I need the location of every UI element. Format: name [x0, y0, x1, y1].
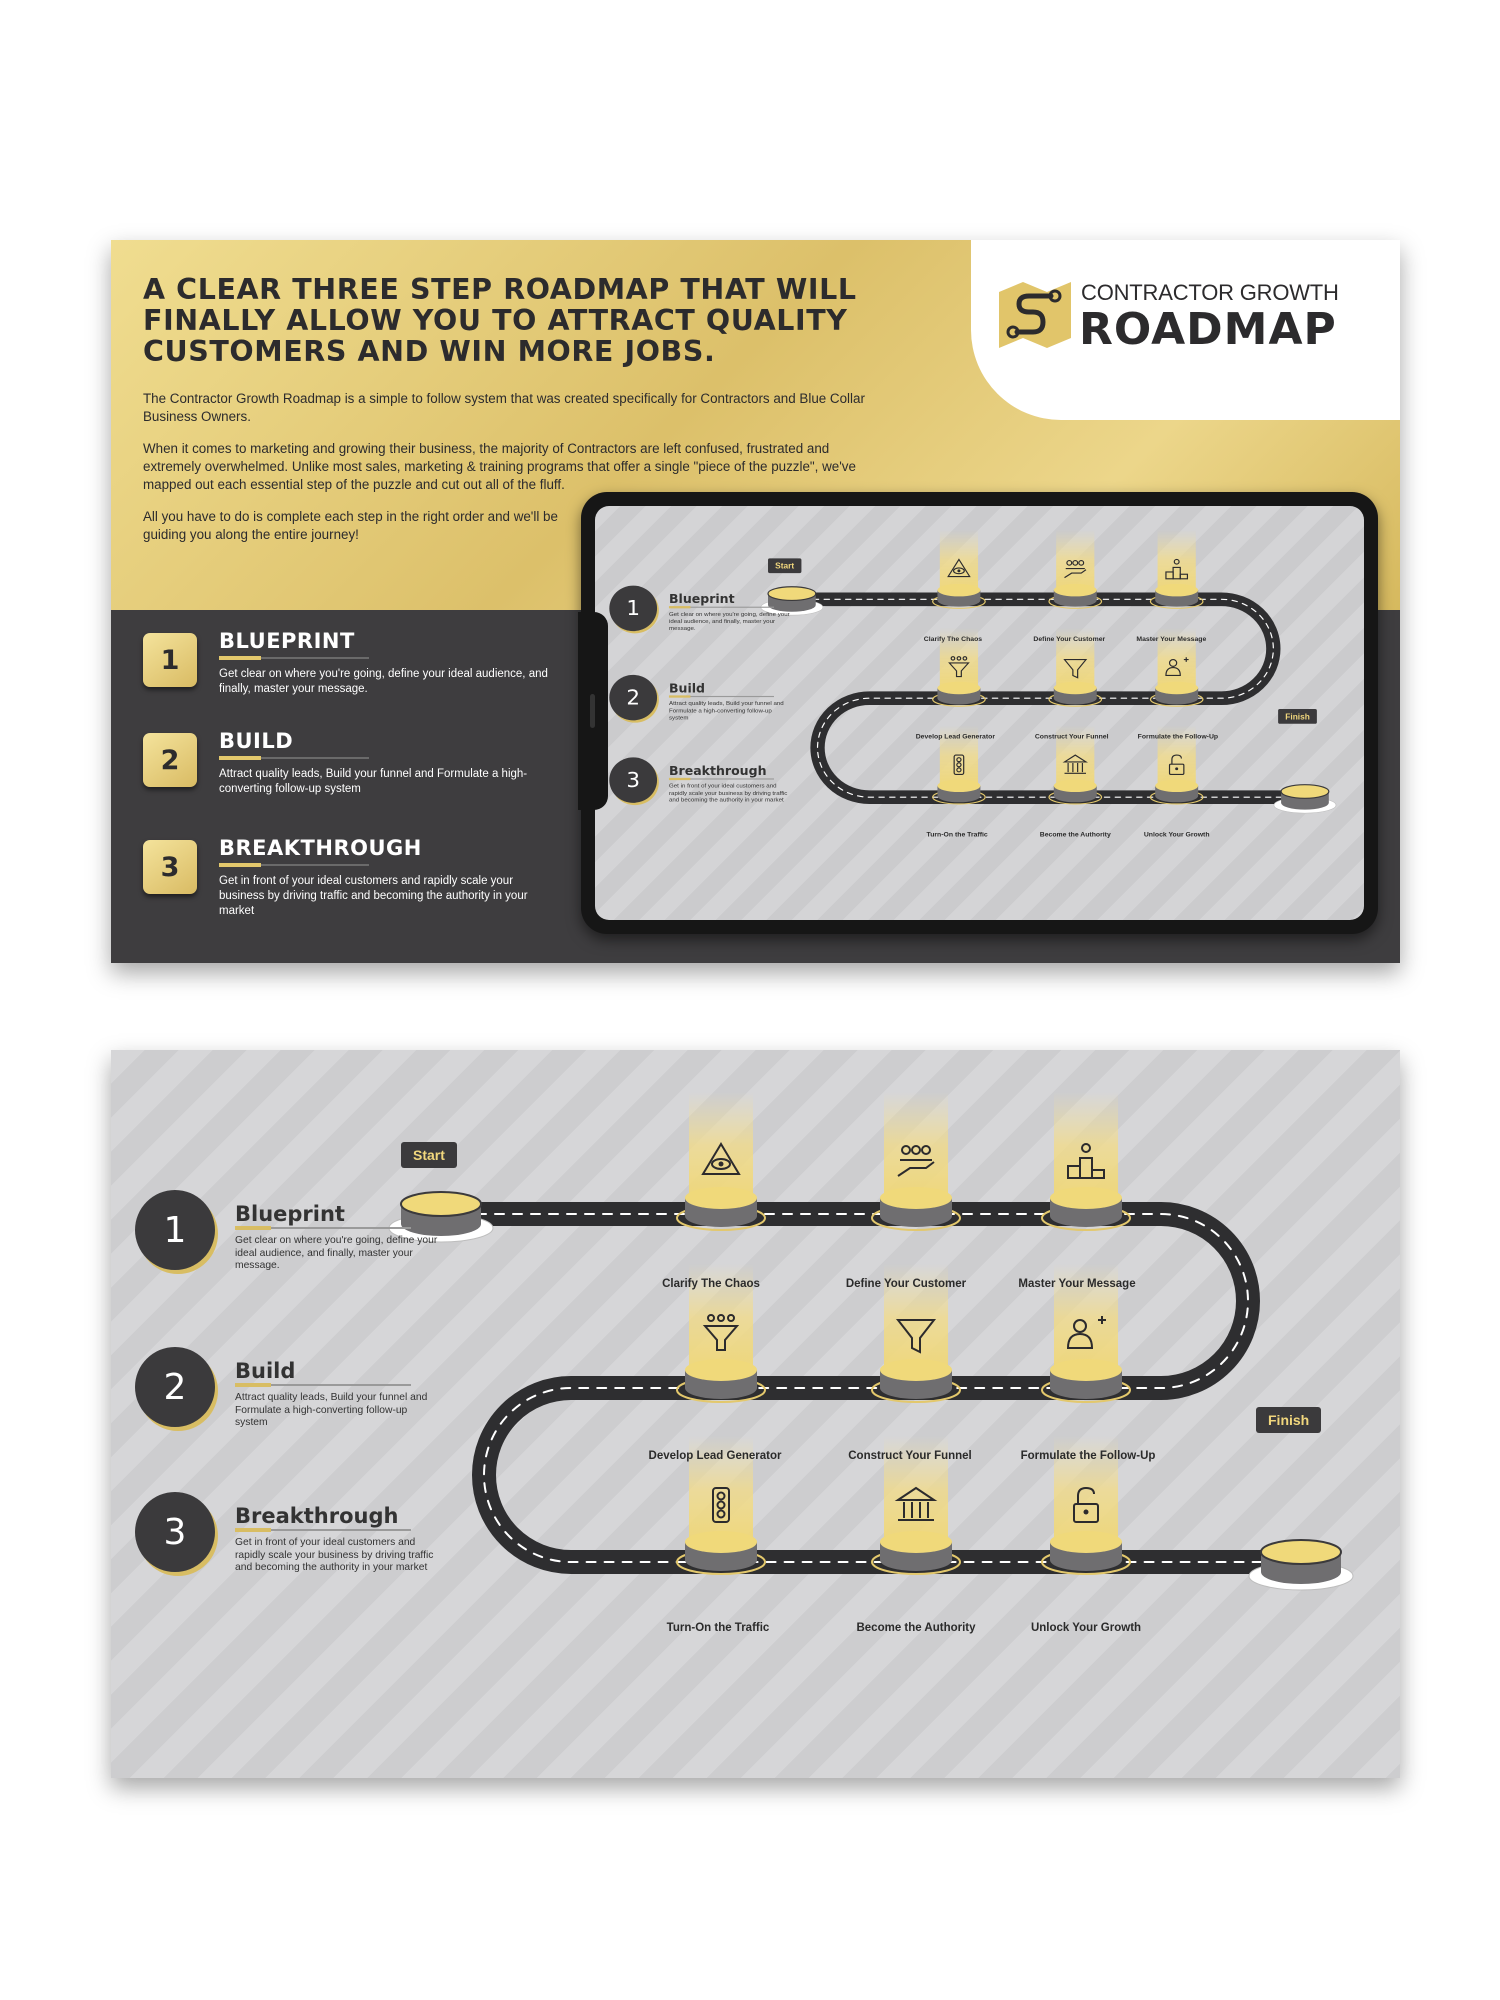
tablet-camera-notch: [578, 612, 608, 810]
step-description: Get clear on where you're going, define your ideal audience, and finally, master your message.: [235, 1235, 438, 1271]
promo-card: [111, 240, 1400, 963]
tablet-mockup: [581, 492, 1378, 934]
step-divider: [219, 657, 369, 659]
milestone-label: Turn-On the Traffic: [926, 831, 988, 839]
tablet-screen: [595, 506, 1364, 920]
milestone-label: Construct Your Funnel: [1034, 733, 1109, 741]
roadmap-card: [111, 1050, 1400, 1778]
roadmap: [111, 1050, 1400, 1778]
milestone-label: Construct Your Funnel: [848, 1450, 972, 1462]
step-number-badge: 1: [143, 633, 197, 687]
intro-paragraph-2: When it comes to marketing and growing their business, the majority of Contractors are left confused, frustrated and extremely overwhelmed. Unlike most sales, marketing & training programs that offer a single "piece of the puzzle", we've mapped out each essential step of the puzzle and cut out all of the fluff.: [143, 441, 856, 492]
milestone-label: Formulate the Follow-Up: [1137, 733, 1219, 741]
step-divider: [669, 607, 774, 608]
milestone-label: Become the Authority: [856, 1622, 976, 1634]
step-divider: [669, 696, 774, 697]
step-number-badge: 2: [143, 733, 197, 787]
step-number: 2: [135, 1347, 215, 1427]
step-divider: [219, 864, 369, 866]
step-description: Attract quality leads, Build your funnel and Formulate a high-converting follow-up system: [219, 768, 528, 795]
step-number: 3: [135, 1492, 215, 1572]
step-divider: [235, 1529, 411, 1531]
milestone-label: Unlock Your Growth: [1030, 1622, 1142, 1634]
step-description: Get in front of your ideal customers and rapidly scale your business by driving traffic and becoming the authority in your market: [668, 782, 788, 804]
step-divider: [669, 778, 774, 779]
milestone-label: Clarify The Chaos: [662, 1278, 760, 1290]
step-description: Get in front of your ideal customers and rapidly scale your business by driving traffic and becoming the authority in your market: [235, 1537, 434, 1573]
milestone-label: Become the Authority: [1039, 831, 1111, 839]
milestone-label: Define Your Customer: [1033, 635, 1106, 643]
start-flag: Start: [401, 1142, 457, 1168]
intro-paragraph-3: All you have to do is complete each step in the right order and we'll be guiding you along the entire journey!: [143, 509, 558, 542]
finish-pad: [1249, 1540, 1353, 1590]
finish-pad: [1274, 785, 1336, 813]
milestone-label: Turn-On the Traffic: [666, 1622, 770, 1634]
step-title: Build: [668, 681, 706, 696]
step-divider: [219, 757, 369, 759]
step-title: BUILD: [219, 729, 294, 753]
step-title: Breakthrough: [235, 1504, 399, 1528]
logo-title: ROADMAP: [1079, 304, 1337, 355]
intro-paragraph-1: The Contractor Growth Roadmap is a simple to follow system that was created specifically for Contractors and Blue Collar Business Owners.: [143, 391, 865, 424]
milestone-label: Develop Lead Generator: [648, 1450, 782, 1462]
step-title: Breakthrough: [668, 764, 767, 778]
step-description: Attract quality leads, Build your funnel and Formulate a high-converting follow-up system: [668, 700, 784, 721]
step-description: Get in front of your ideal customers and rapidly scale your business by driving traffic and becoming the authority in your market: [219, 875, 528, 917]
milestone-label: Clarify The Chaos: [923, 635, 983, 643]
step-divider: [235, 1384, 411, 1386]
milestone-label: Develop Lead Generator: [915, 733, 996, 741]
step-title: BLUEPRINT: [219, 629, 355, 653]
step-description: Get clear on where you're going, define your ideal audience, and finally, master your message.: [668, 611, 790, 632]
finish-flag: Finish: [1256, 1407, 1321, 1433]
milestone-label: Master Your Message: [1018, 1278, 1136, 1290]
step-divider: [235, 1227, 411, 1229]
start-flag: Start: [768, 558, 801, 573]
milestone-label: Define Your Customer: [845, 1278, 967, 1290]
step-description: Get clear on where you're going, define your ideal audience, and finally, master your message.: [219, 668, 548, 695]
milestone-label: Master Your Message: [1136, 635, 1207, 643]
step-number: 3: [609, 757, 657, 802]
step-title: Blueprint: [668, 592, 735, 607]
headline: A CLEAR THREE STEP ROADMAP THAT WILL FINALLY ALLOW YOU TO ATTRACT QUALITY CUSTOMERS AND WIN MORE JOBS.: [143, 273, 857, 368]
step-number-badge: 3: [143, 840, 197, 894]
milestone-label: Unlock Your Growth: [1143, 831, 1210, 839]
step-description: Attract quality leads, Build your funnel and Formulate a high-converting follow-up system: [235, 1392, 428, 1428]
logo-subtitle: CONTRACTOR GROWTH: [1081, 280, 1339, 305]
milestone-label: Formulate the Follow-Up: [1020, 1450, 1156, 1462]
step-number: 2: [609, 675, 657, 720]
mini-roadmap: [595, 506, 1364, 920]
finish-flag: Finish: [1278, 709, 1317, 724]
step-title: Build: [235, 1359, 296, 1383]
step-number: 1: [609, 586, 657, 631]
brand-logo: [999, 278, 1369, 358]
step-number: 1: [135, 1190, 215, 1270]
step-title: BREAKTHROUGH: [219, 836, 422, 860]
step-title: Blueprint: [235, 1202, 345, 1226]
route-map-icon: [999, 282, 1071, 348]
